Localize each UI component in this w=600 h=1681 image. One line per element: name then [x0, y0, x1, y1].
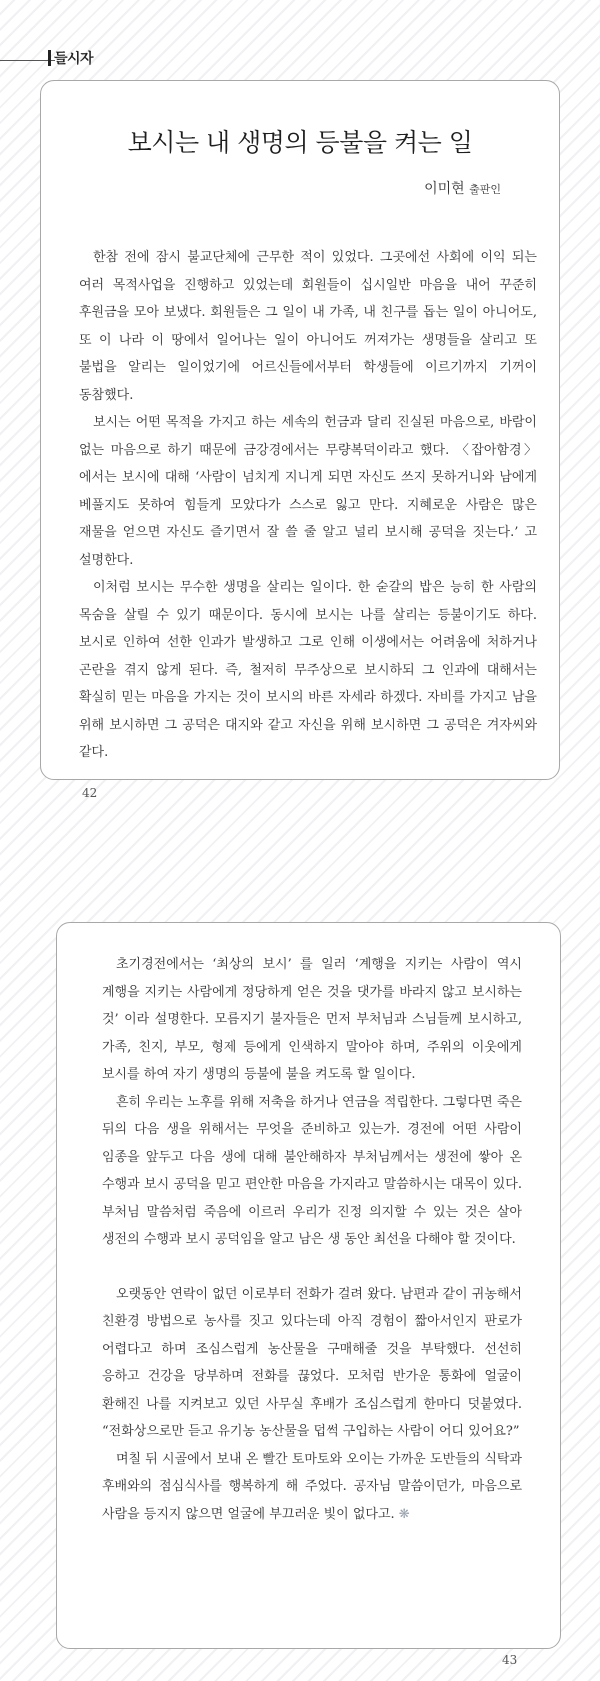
paragraph: 이처럼 보시는 무수한 생명을 살리는 일이다. 한 숟갈의 밥은 능히 한 사람의 목숨을 살릴 수 있기 때문이다. 동시에 보시는 나를 살리는 등불이기도 하다. 보시로 인하여 선한 인과가 발생하고 그로 인해 이생에서는 어려움에 처하거나 곤란을 겪지 않게 된다. 즉, 철저히 무주상으로 보시하되 그 인과에 대해서는 확실히 믿는 마음을 가지는 것이 보시의 바른 자세라 하겠다. 자비를 가지고 남을 위해 보시하면 그 공덕은 대지와 같고 자신을 위해 보시하면 그 공덕은 겨자씨와 같다.	[79, 580, 537, 760]
article-card-page-43	[56, 922, 561, 1649]
article-card-page-42	[40, 80, 560, 780]
author-role: 출판인	[469, 183, 501, 196]
section-title: 들시자	[54, 51, 94, 67]
author-byline	[424, 178, 501, 198]
paragraph: 초기경전에서는 ‘최상의 보시’ 를 일러 ‘계행을 지키는 사람이 역시 계행을 지키는 사람에게 정당하게 얻은 것을 댓가를 바라지 않고 보시하는 것’ 이라 설명한다. 모름지기 불자들은 먼저 부처님과 스님들께 보시하고, 가족, 친지, 부모, 형제 등에게 인색하지 말아야 하며, 주위의 이웃에게 보시를 하여 자기 생명의 등불에 불을 켜도록 할 일이다.	[102, 957, 522, 1082]
paragraph: 오랫동안 연락이 없던 이로부터 전화가 걸려 왔다. 남편과 같이 귀농해서 친환경 방법으로 농사를 짓고 있다는데 아직 경험이 짧아서인지 판로가 어렵다고 하며 조심스럽게 농산물을 구매해줄 것을 부탁했다. 선선히 응하고 건강을 당부하며 전화를 끊었다. 모처럼 반가운 통화에 얼굴이 환해진 나를 지켜보고 있던 사무실 후배가 조심스럽게 한마디 덧붙였다. “전화상으로만 듣고 유기농 농산물을 덥썩 구입하는 사람이 어디 있어요?”	[102, 1286, 522, 1439]
paragraph: 흔히 우리는 노후를 위해 저축을 하거나 연금을 적립한다. 그렇다면 죽은 뒤의 다음 생을 위해서는 무엇을 준비하고 있는가. 경전에 어떤 사람이 임종을 앞두고 다음 생에 대해 불안해하자 부처님께서는 생전에 쌓아 온 수행과 보시 공덕을 믿고 편안한 마음을 가지라고 말씀하시는 대목이 있다. 부처님 말씀처럼 죽음에 이르러 우리가 진정 의지할 수 있는 것은 살아 생전의 수행과 보시 공덕임을 알고 남은 생 동안 최선을 다해야 할 것이다.	[102, 1094, 522, 1247]
page-number: 43	[502, 1653, 518, 1667]
header-marker	[48, 50, 51, 66]
paragraph-text: 며칠 뒤 시골에서 보내 온 빨간 토마토와 오이는 가까운 도반들의 식탁과 후배와의 점심식사를 행복하게 해 주었다. 공자님 말씀이던가, 마음으로 사람을 등지지 않으면 얼굴에 부끄러운 빛이 없다고.	[102, 1451, 522, 1522]
header-rule	[0, 60, 55, 61]
paragraph-last	[102, 1446, 522, 1529]
page-number: 42	[82, 786, 98, 800]
flower-end-icon: ❋	[398, 1506, 410, 1522]
section-header	[0, 38, 600, 68]
paragraph: 한참 전에 잠시 불교단체에 근무한 적이 있었다. 그곳에선 사회에 이익 되는 여러 목적사업을 진행하고 있었는데 회원들이 십시일반 마음을 내어 꾸준히 후원금을 모아 보냈다. 회원들은 그 일이 내 가족, 내 친구를 돕는 일이 아니어도, 또 이 나라 이 땅에서 일어나는 일이 아니어도 꺼져가는 생명들을 살리고 또 불법을 알리는 일이었기에 어르신들에서부터 학생들에 이르기까지 기꺼이 동참했다.	[79, 250, 537, 403]
article-body-page-43	[102, 951, 522, 1528]
paragraph: 보시는 어떤 목적을 가지고 하는 세속의 헌금과 달리 진실된 마음으로, 바람이 없는 마음으로 하기 때문에 금강경에서는 무량복덕이라고 했다. 〈잡아함경〉에서는 보시에 대해 ‘사람이 넘치게 지니게 되면 자신도 쓰지 못하거니와 남에게 베풀지도 못하여 힘들게 모았다가 스스로 잃고 만다. 지혜로운 사람은 많은 재물을 얻으면 자신도 즐기면서 잘 쓸 줄 알고 널리 보시해 공덕을 짓는다.’ 고 설명한다.	[79, 415, 537, 568]
article-body-page-42	[79, 244, 537, 767]
author-name: 이미현	[424, 181, 465, 197]
article-title: 보시는 내 생명의 등불을 켜는 일	[127, 128, 473, 157]
